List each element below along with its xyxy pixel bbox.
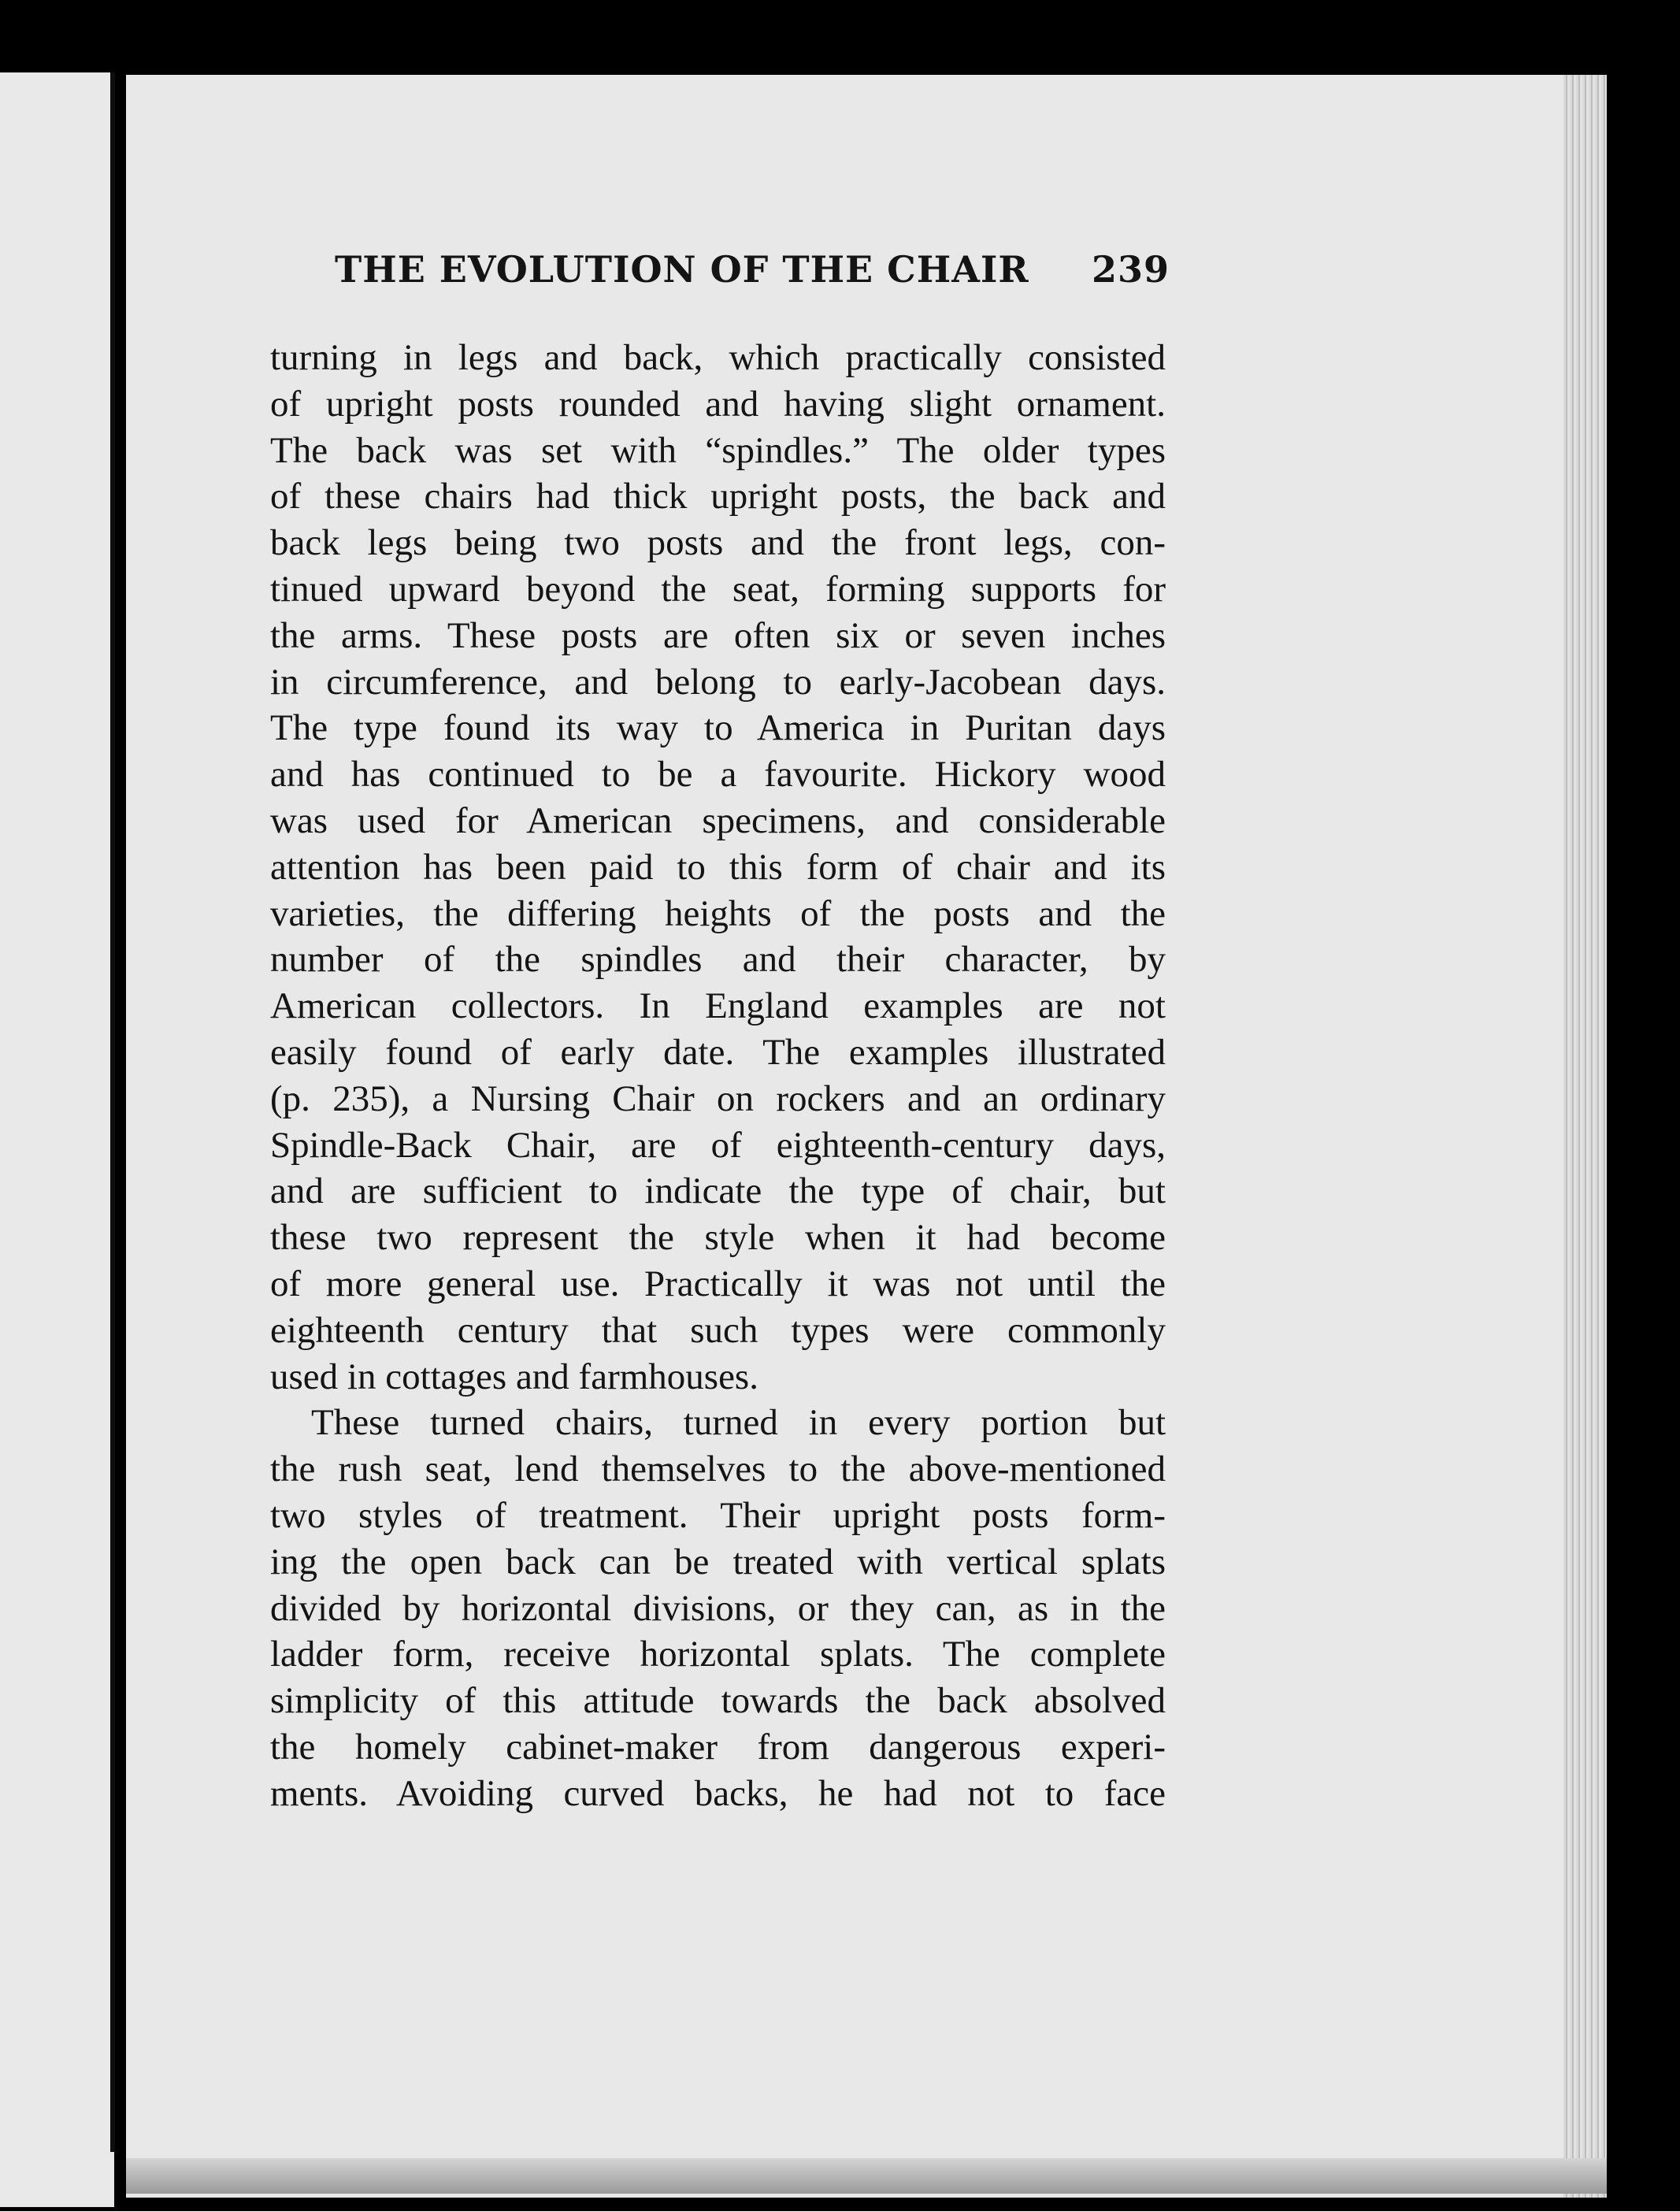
page-number: 239 xyxy=(1091,248,1170,291)
text-line: easily found of early date. The examples illustrated xyxy=(270,1031,1166,1073)
text-line: simplicity of this attitude towards the back absolved xyxy=(270,1680,1166,1722)
text-line: of upright posts rounded and having slight ornament. xyxy=(270,383,1166,425)
text-line: of these chairs had thick upright posts, the back and xyxy=(270,476,1166,518)
scan-top-margin xyxy=(0,0,1680,72)
text-line: tinued upward beyond the seat, forming supports for xyxy=(270,568,1166,610)
running-title: THE EVOLUTION OF THE CHAIR xyxy=(335,248,1029,291)
running-header xyxy=(335,248,1170,303)
text-line: ing the open back can be treated with vertical splats xyxy=(270,1541,1166,1582)
text-line: turning in legs and back, which practically consisted xyxy=(270,337,1166,378)
text-line: American collectors. In England examples are not xyxy=(270,985,1166,1027)
page-bottom-edge xyxy=(126,2158,1607,2194)
text-line: in circumference, and belong to early-Jacobean days. xyxy=(270,661,1166,703)
text-line: The type found its way to America in Puritan days xyxy=(270,707,1166,749)
paragraph-2 xyxy=(270,1400,1166,1816)
text-line: ments. Avoiding curved backs, he had not to face xyxy=(270,1772,1166,1814)
text-line: the homely cabinet-maker from dangerous experi- xyxy=(270,1726,1166,1768)
text-line: These turned chairs, turned in every portion but xyxy=(311,1402,1166,1444)
text-line: and are sufficient to indicate the type of chair, but xyxy=(270,1170,1166,1212)
body-text xyxy=(270,335,1166,1817)
text-line: attention has been paid to this form of chair and its xyxy=(270,846,1166,888)
text-line: (p. 235), a Nursing Chair on rockers and an ordinary xyxy=(270,1078,1166,1119)
paragraph-1 xyxy=(270,335,1166,1400)
scan-right-margin xyxy=(1607,0,1680,2211)
text-line: used in cottages and farmhouses. xyxy=(270,1356,758,1397)
facing-page-edge xyxy=(0,72,114,2207)
text-line: back legs being two posts and the front legs, con- xyxy=(270,522,1166,564)
text-line: two styles of treatment. Their upright posts form- xyxy=(270,1494,1166,1536)
text-line: these two represent the style when it had become xyxy=(270,1217,1166,1259)
text-line: of more general use. Practically it was not until the xyxy=(270,1263,1166,1304)
text-line: eighteenth century that such types were commonly xyxy=(270,1309,1166,1351)
text-line: and has continued to be a favourite. Hickory wood xyxy=(270,754,1166,796)
text-line: the arms. These posts are often six or seven inches xyxy=(270,614,1166,656)
text-line: ladder form, receive horizontal splats. The complete xyxy=(270,1634,1166,1675)
text-line: the rush seat, lend themselves to the above-mentioned xyxy=(270,1449,1166,1490)
text-line: The back was set with “spindles.” The older types xyxy=(270,429,1166,471)
binding-gutter xyxy=(110,72,115,2152)
text-line: divided by horizontal divisions, or they can, as in the xyxy=(270,1587,1166,1629)
text-line: Spindle-Back Chair, are of eighteenth-century days, xyxy=(270,1124,1166,1166)
text-line: was used for American specimens, and considerable xyxy=(270,799,1166,841)
page-fore-edge xyxy=(1563,75,1607,2198)
text-line: number of the spindles and their character, by xyxy=(270,939,1166,981)
text-line: varieties, the differing heights of the posts and the xyxy=(270,892,1166,934)
